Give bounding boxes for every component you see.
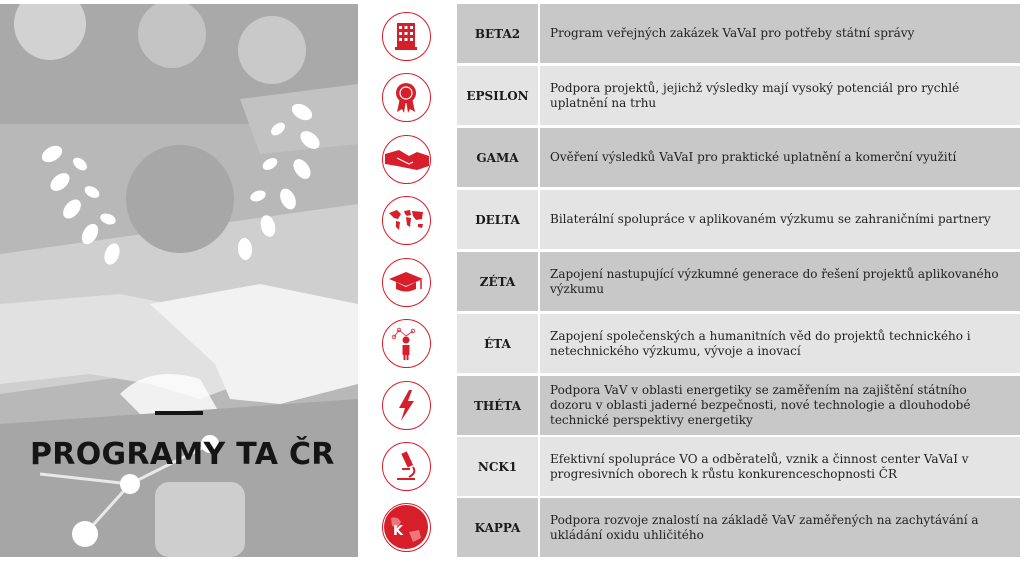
graduation-cap-icon [382, 258, 431, 307]
program-row [457, 4, 1020, 63]
globe-kappa-icon [382, 503, 431, 552]
program-description: Podpora VaV v oblasti energetiky se zaměřením na zajištění státního dozoru v oblasti jaderné bezpečnosti, nové technologie a dlouhodobé technické perspektivy energetiky [540, 376, 1020, 435]
program-description: Zapojení nastupující výzkumné generace do řešení projektů aplikovaného výzkumu [540, 252, 1020, 311]
lightning-icon [382, 381, 431, 430]
program-row [457, 66, 1020, 125]
program-code: ZÉTA [457, 252, 538, 311]
program-code: NCK1 [457, 437, 538, 496]
program-description: Ověření výsledků VaVaI pro praktické uplatnění a komerční využití [540, 128, 1020, 187]
program-row [457, 437, 1020, 496]
program-code: DELTA [457, 190, 538, 249]
program-code: BETA2 [457, 4, 538, 63]
program-description: Podpora rozvoje znalostí na základě VaV zaměřených na zachytávání a ukládání oxidu uhličitého [540, 498, 1020, 557]
hero-panel [0, 4, 358, 557]
title-dash [155, 411, 203, 415]
program-row [457, 190, 1020, 249]
program-code: THÉTA [457, 376, 538, 435]
award-ribbon-icon [382, 73, 431, 122]
person-network-icon [382, 319, 431, 368]
collage-illustration [0, 4, 358, 557]
program-row [457, 128, 1020, 187]
program-row [457, 252, 1020, 311]
program-code: KAPPA [457, 498, 538, 557]
program-code: ÉTA [457, 314, 538, 373]
program-description: Zapojení společenských a humanitních věd do projektů technického i netechnického výzkumu, vývoje a inovací [540, 314, 1020, 373]
handshake-icon [382, 135, 431, 184]
program-row [457, 314, 1020, 373]
program-description: Podpora projektů, jejichž výsledky mají vysoký potenciál pro rychlé uplatnění na trhu [540, 66, 1020, 125]
program-description: Program veřejných zakázek VaVaI pro potřeby státní správy [540, 4, 1020, 63]
program-code: EPSILON [457, 66, 538, 125]
building-icon [382, 12, 431, 61]
program-description: Efektivní spolupráce VO a odběratelů, vznik a činnost center VaVaI v progresivních oborech k růstu konkurenceschopnosti ČR [540, 437, 1020, 496]
microscope-icon [382, 442, 431, 491]
program-row [457, 498, 1020, 557]
world-map-icon [382, 196, 431, 245]
svg-text:K: K [393, 524, 404, 539]
program-description: Bilaterální spolupráce v aplikovaném výzkumu se zahraničními partnery [540, 190, 1020, 249]
program-row [457, 376, 1020, 435]
page-title: PROGRAMY TA ČR [30, 437, 335, 472]
program-code: GAMA [457, 128, 538, 187]
